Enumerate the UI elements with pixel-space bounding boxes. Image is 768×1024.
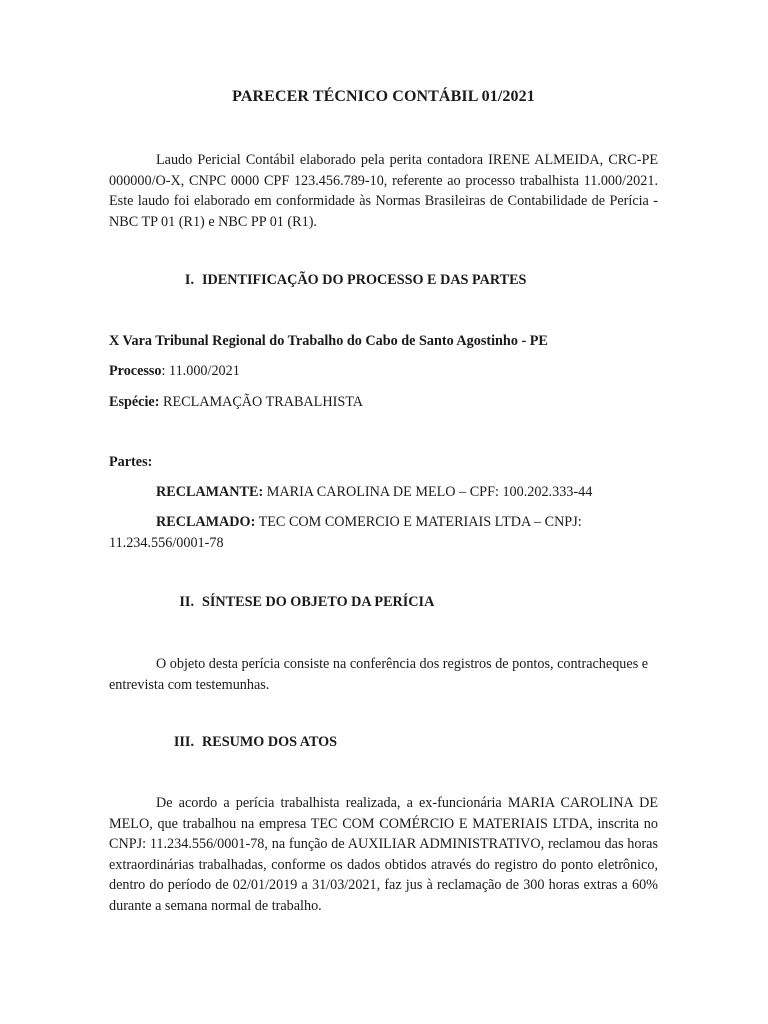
- section-number: II.: [179, 594, 194, 610]
- reclamado-line: [109, 512, 658, 553]
- document-title: PARECER TÉCNICO CONTÁBIL 01/2021: [232, 88, 535, 105]
- section-number: I.: [184, 272, 194, 288]
- processo-line: [109, 363, 240, 380]
- especie-label: Espécie:: [109, 394, 160, 410]
- reclamante-label: RECLAMANTE:: [156, 484, 264, 500]
- intro-paragraph: Laudo Pericial Contábil elaborado pela perita contadora IRENE ALMEIDA, CRC-PE 000000/O-X, CNPC 0000 CPF 123.456.789-10, referente ao processo trabalhista 11.000/2021. Este laudo foi elaborado em conformidade às Normas Brasileiras de Contabilidade de Perícia - NBC TP 01 (R1) e NBC PP 01 (R1).: [109, 152, 658, 230]
- especie-value: RECLAMAÇÃO TRABALHISTA: [159, 394, 363, 410]
- section-title: IDENTIFICAÇÃO DO PROCESSO E DAS PARTES: [202, 272, 527, 288]
- section-title: SÍNTESE DO OBJETO DA PERÍCIA: [202, 594, 435, 610]
- reclamante-line: [109, 482, 658, 503]
- processo-label: Processo: [109, 363, 162, 379]
- especie-line: [109, 394, 363, 411]
- partes-label: Partes:: [109, 454, 153, 470]
- reclamante-value: MARIA CAROLINA DE MELO – CPF: 100.202.333-44: [263, 484, 593, 500]
- section-number: III.: [173, 734, 194, 750]
- resumo-paragraph: De acordo a perícia trabalhista realizada, a ex-funcionária MARIA CAROLINA DE MELO, que trabalhou na empresa TEC COM COMÉRCIO E MATERIAIS LTDA, inscrita no CNPJ: 11.234.556/0001-78, na função de AUXILIAR ADMINISTRATIVO, reclamou das horas extraordinárias trabalhadas, conforme os dados obtidos através do registro do ponto eletrônico, dentro do período de 02/01/2019 a 31/03/2021, faz jus à reclamação de 300 horas extras a 60% durante a semana normal de trabalho.: [109, 795, 658, 914]
- section-title: RESUMO DOS ATOS: [202, 734, 338, 750]
- objeto-paragraph: O objeto desta perícia consiste na conferência dos registros de pontos, contracheques e entrevista com testemunhas.: [109, 656, 649, 693]
- court-name: X Vara Tribunal Regional do Trabalho do Cabo de Santo Agostinho - PE: [109, 333, 548, 349]
- processo-value: : 11.000/2021: [161, 363, 240, 379]
- reclamado-value: TEC COM COMERCIO E MATERIAIS LTDA – CNPJ: 11.234.556/0001-78: [109, 514, 582, 551]
- reclamado-label: RECLAMADO:: [156, 514, 256, 530]
